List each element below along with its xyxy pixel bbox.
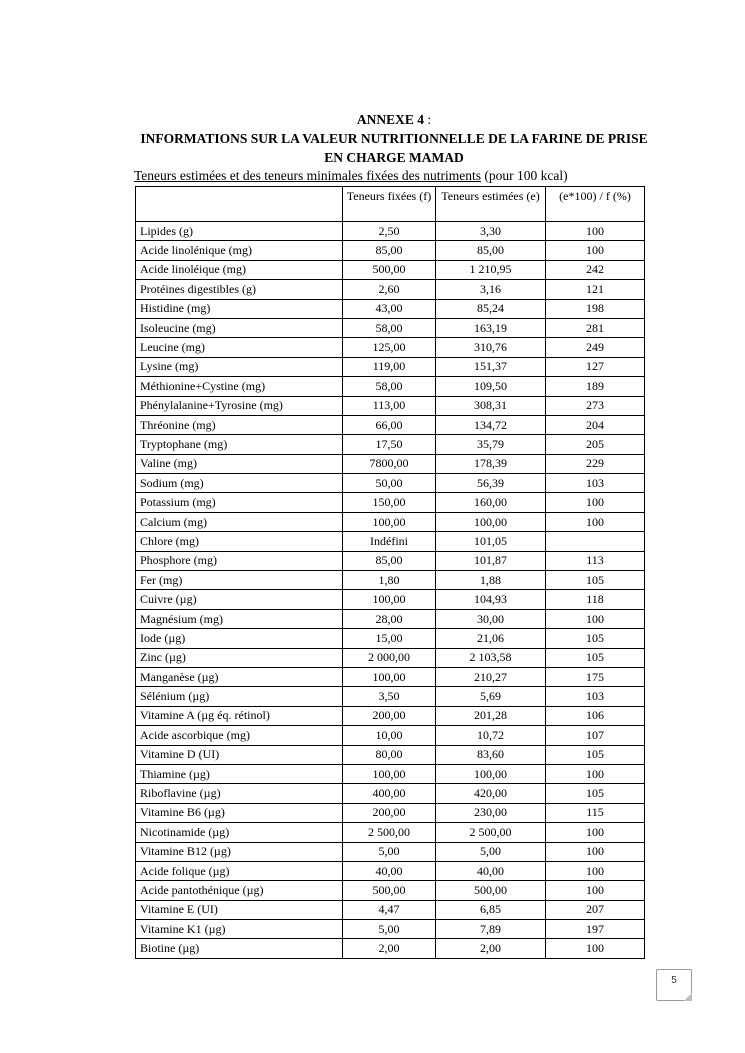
cell-fixed: 1,80 <box>343 571 436 590</box>
table-row <box>136 745 645 764</box>
cell-ratio: 121 <box>546 280 645 299</box>
cell-fixed: 40,00 <box>343 861 436 880</box>
cell-estimated: 3,30 <box>436 222 546 241</box>
cell-nutrient: Zinc (µg) <box>136 648 343 667</box>
cell-nutrient: Acide folique (µg) <box>136 861 343 880</box>
table-row <box>136 687 645 706</box>
table-row <box>136 609 645 628</box>
cell-estimated: 101,05 <box>436 532 546 551</box>
table-row <box>136 474 645 493</box>
table-row <box>136 706 645 725</box>
cell-estimated: 210,27 <box>436 667 546 686</box>
cell-nutrient: Iode (µg) <box>136 629 343 648</box>
table-row <box>136 241 645 260</box>
cell-nutrient: Vitamine E (UI) <box>136 900 343 919</box>
table-row <box>136 318 645 337</box>
cell-nutrient: Vitamine B6 (µg) <box>136 803 343 822</box>
cell-fixed: 4,47 <box>343 900 436 919</box>
cell-fixed: 100,00 <box>343 764 436 783</box>
cell-nutrient: Thréonine (mg) <box>136 415 343 434</box>
cell-fixed: 58,00 <box>343 377 436 396</box>
cell-ratio: 105 <box>546 745 645 764</box>
cell-estimated: 2,00 <box>436 939 546 958</box>
cell-nutrient: Manganèse (µg) <box>136 667 343 686</box>
cell-nutrient: Acide linoléique (mg) <box>136 260 343 279</box>
cell-ratio: 100 <box>546 222 645 241</box>
cell-fixed: 100,00 <box>343 590 436 609</box>
cell-estimated: 420,00 <box>436 784 546 803</box>
cell-fixed: 66,00 <box>343 415 436 434</box>
cell-fixed: 58,00 <box>343 318 436 337</box>
cell-estimated: 101,87 <box>436 551 546 570</box>
cell-fixed: 80,00 <box>343 745 436 764</box>
cell-ratio: 100 <box>546 241 645 260</box>
cell-ratio: 207 <box>546 900 645 919</box>
cell-nutrient: Sodium (mg) <box>136 474 343 493</box>
cell-ratio: 105 <box>546 648 645 667</box>
cell-estimated: 83,60 <box>436 745 546 764</box>
cell-nutrient: Acide pantothénique (µg) <box>136 881 343 900</box>
cell-estimated: 308,31 <box>436 396 546 415</box>
cell-estimated: 7,89 <box>436 920 546 939</box>
cell-ratio: 107 <box>546 726 645 745</box>
cell-fixed: 2,60 <box>343 280 436 299</box>
cell-fixed: 2 000,00 <box>343 648 436 667</box>
table-row <box>136 435 645 454</box>
cell-ratio: 103 <box>546 687 645 706</box>
cell-ratio: 106 <box>546 706 645 725</box>
cell-estimated: 151,37 <box>436 357 546 376</box>
cell-fixed: 2,50 <box>343 222 436 241</box>
cell-nutrient: Vitamine D (UI) <box>136 745 343 764</box>
cell-fixed: 125,00 <box>343 338 436 357</box>
cell-estimated: 163,19 <box>436 318 546 337</box>
table-row <box>136 764 645 783</box>
cell-fixed: 17,50 <box>343 435 436 454</box>
cell-ratio: 100 <box>546 881 645 900</box>
table-row <box>136 900 645 919</box>
cell-ratio: 115 <box>546 803 645 822</box>
cell-estimated: 35,79 <box>436 435 546 454</box>
table-row <box>136 784 645 803</box>
table-row <box>136 338 645 357</box>
cell-fixed: 5,00 <box>343 920 436 939</box>
cell-estimated: 2 500,00 <box>436 823 546 842</box>
cell-ratio: 100 <box>546 512 645 531</box>
table-row <box>136 299 645 318</box>
table-row <box>136 415 645 434</box>
table-row <box>136 571 645 590</box>
cell-fixed: 100,00 <box>343 512 436 531</box>
cell-fixed: 7800,00 <box>343 454 436 473</box>
cell-nutrient: Acide ascorbique (mg) <box>136 726 343 745</box>
table-row <box>136 726 645 745</box>
table-row <box>136 454 645 473</box>
table-body <box>136 222 645 959</box>
caption-underlined: Teneurs estimées et des teneurs minimales fixées des nutriments <box>134 168 481 183</box>
table-row <box>136 842 645 861</box>
cell-estimated: 310,76 <box>436 338 546 357</box>
cell-ratio: 100 <box>546 861 645 880</box>
cell-nutrient: Chlore (mg) <box>136 532 343 551</box>
cell-nutrient: Méthionine+Cystine (mg) <box>136 377 343 396</box>
cell-estimated: 2 103,58 <box>436 648 546 667</box>
header-nutrient <box>136 187 343 222</box>
cell-nutrient: Calcium (mg) <box>136 512 343 531</box>
cell-fixed: Indéfini <box>343 532 436 551</box>
table-row <box>136 920 645 939</box>
cell-ratio: 273 <box>546 396 645 415</box>
annex-label: ANNEXE 4 <box>356 112 424 127</box>
cell-estimated: 100,00 <box>436 512 546 531</box>
table-row <box>136 823 645 842</box>
cell-nutrient: Nicotinamide (µg) <box>136 823 343 842</box>
cell-estimated: 10,72 <box>436 726 546 745</box>
header-fixed: Teneurs fixées (f) <box>343 187 436 222</box>
cell-fixed: 43,00 <box>343 299 436 318</box>
cell-ratio: 105 <box>546 629 645 648</box>
cell-fixed: 28,00 <box>343 609 436 628</box>
table-row <box>136 377 645 396</box>
cell-ratio: 205 <box>546 435 645 454</box>
cell-nutrient: Vitamine B12 (µg) <box>136 842 343 861</box>
cell-estimated: 30,00 <box>436 609 546 628</box>
page-number: 5 <box>656 969 692 1001</box>
cell-fixed: 85,00 <box>343 241 436 260</box>
annex-colon: : <box>424 112 432 127</box>
cell-estimated: 21,06 <box>436 629 546 648</box>
cell-fixed: 113,00 <box>343 396 436 415</box>
cell-nutrient: Valine (mg) <box>136 454 343 473</box>
cell-ratio: 100 <box>546 842 645 861</box>
cell-nutrient: Histidine (mg) <box>136 299 343 318</box>
cell-ratio: 197 <box>546 920 645 939</box>
cell-estimated: 104,93 <box>436 590 546 609</box>
caption-rest: (pour 100 kcal) <box>480 168 568 183</box>
table-row <box>136 648 645 667</box>
cell-nutrient: Biotine (µg) <box>136 939 343 958</box>
cell-nutrient: Thiamine (µg) <box>136 764 343 783</box>
table-row <box>136 280 645 299</box>
cell-ratio: 100 <box>546 823 645 842</box>
annex-title <box>134 110 654 129</box>
table-row <box>136 396 645 415</box>
table-row <box>136 493 645 512</box>
cell-fixed: 2,00 <box>343 939 436 958</box>
cell-estimated: 5,69 <box>436 687 546 706</box>
cell-estimated: 85,24 <box>436 299 546 318</box>
cell-nutrient: Vitamine A (µg éq. rétinol) <box>136 706 343 725</box>
table-row <box>136 881 645 900</box>
header-estimated: Teneurs estimées (e) <box>436 187 546 222</box>
cell-ratio: 175 <box>546 667 645 686</box>
cell-ratio: 105 <box>546 784 645 803</box>
cell-nutrient: Lipides (g) <box>136 222 343 241</box>
table-row <box>136 861 645 880</box>
cell-fixed: 15,00 <box>343 629 436 648</box>
cell-ratio: 198 <box>546 299 645 318</box>
cell-ratio: 100 <box>546 764 645 783</box>
cell-nutrient: Protéines digestibles (g) <box>136 280 343 299</box>
cell-fixed: 100,00 <box>343 667 436 686</box>
cell-ratio: 113 <box>546 551 645 570</box>
cell-estimated: 134,72 <box>436 415 546 434</box>
cell-estimated: 230,00 <box>436 803 546 822</box>
cell-estimated: 109,50 <box>436 377 546 396</box>
cell-fixed: 200,00 <box>343 803 436 822</box>
cell-nutrient: Vitamine K1 (µg) <box>136 920 343 939</box>
cell-ratio: 281 <box>546 318 645 337</box>
cell-fixed: 85,00 <box>343 551 436 570</box>
cell-estimated: 56,39 <box>436 474 546 493</box>
cell-estimated: 160,00 <box>436 493 546 512</box>
cell-ratio: 118 <box>546 590 645 609</box>
cell-fixed: 500,00 <box>343 260 436 279</box>
cell-fixed: 200,00 <box>343 706 436 725</box>
cell-ratio: 100 <box>546 939 645 958</box>
cell-estimated: 40,00 <box>436 861 546 880</box>
table-row <box>136 260 645 279</box>
cell-ratio: 127 <box>546 357 645 376</box>
cell-nutrient: Leucine (mg) <box>136 338 343 357</box>
cell-nutrient: Riboflavine (µg) <box>136 784 343 803</box>
cell-fixed: 400,00 <box>343 784 436 803</box>
cell-ratio: 249 <box>546 338 645 357</box>
table-row <box>136 512 645 531</box>
cell-ratio: 189 <box>546 377 645 396</box>
cell-ratio: 103 <box>546 474 645 493</box>
table-row <box>136 803 645 822</box>
cell-fixed: 50,00 <box>343 474 436 493</box>
cell-ratio: 100 <box>546 493 645 512</box>
cell-nutrient: Sélénium (µg) <box>136 687 343 706</box>
cell-nutrient: Potassium (mg) <box>136 493 343 512</box>
table-row <box>136 551 645 570</box>
cell-fixed: 150,00 <box>343 493 436 512</box>
cell-estimated: 6,85 <box>436 900 546 919</box>
cell-estimated: 85,00 <box>436 241 546 260</box>
cell-estimated: 1 210,95 <box>436 260 546 279</box>
cell-ratio: 204 <box>546 415 645 434</box>
cell-nutrient: Phosphore (mg) <box>136 551 343 570</box>
cell-nutrient: Isoleucine (mg) <box>136 318 343 337</box>
cell-fixed: 5,00 <box>343 842 436 861</box>
cell-nutrient: Cuivre (µg) <box>136 590 343 609</box>
cell-nutrient: Fer (mg) <box>136 571 343 590</box>
table-row <box>136 590 645 609</box>
cell-ratio <box>546 532 645 551</box>
cell-fixed: 3,50 <box>343 687 436 706</box>
table-row <box>136 222 645 241</box>
table-caption <box>134 167 568 185</box>
table-row <box>136 667 645 686</box>
cell-nutrient: Lysine (mg) <box>136 357 343 376</box>
cell-fixed: 10,00 <box>343 726 436 745</box>
cell-ratio: 105 <box>546 571 645 590</box>
cell-estimated: 178,39 <box>436 454 546 473</box>
document-title: INFORMATIONS SUR LA VALEUR NUTRITIONNELLE DE LA FARINE DE PRISE EN CHARGE MAMAD <box>140 131 648 165</box>
cell-estimated: 100,00 <box>436 764 546 783</box>
cell-fixed: 119,00 <box>343 357 436 376</box>
cell-estimated: 3,16 <box>436 280 546 299</box>
table-row <box>136 532 645 551</box>
cell-ratio: 100 <box>546 609 645 628</box>
document-heading <box>134 110 654 167</box>
cell-fixed: 500,00 <box>343 881 436 900</box>
cell-estimated: 1,88 <box>436 571 546 590</box>
cell-nutrient: Tryptophane (mg) <box>136 435 343 454</box>
cell-estimated: 5,00 <box>436 842 546 861</box>
cell-nutrient: Acide linolénique (mg) <box>136 241 343 260</box>
table-row <box>136 357 645 376</box>
cell-ratio: 229 <box>546 454 645 473</box>
cell-nutrient: Magnésium (mg) <box>136 609 343 628</box>
cell-estimated: 500,00 <box>436 881 546 900</box>
cell-estimated: 201,28 <box>436 706 546 725</box>
header-ratio: (e*100) / f (%) <box>546 187 645 222</box>
table-row <box>136 629 645 648</box>
table-header-row <box>136 187 645 222</box>
cell-fixed: 2 500,00 <box>343 823 436 842</box>
cell-nutrient: Phénylalanine+Tyrosine (mg) <box>136 396 343 415</box>
cell-ratio: 242 <box>546 260 645 279</box>
nutrient-table <box>135 186 645 959</box>
table-row <box>136 939 645 958</box>
